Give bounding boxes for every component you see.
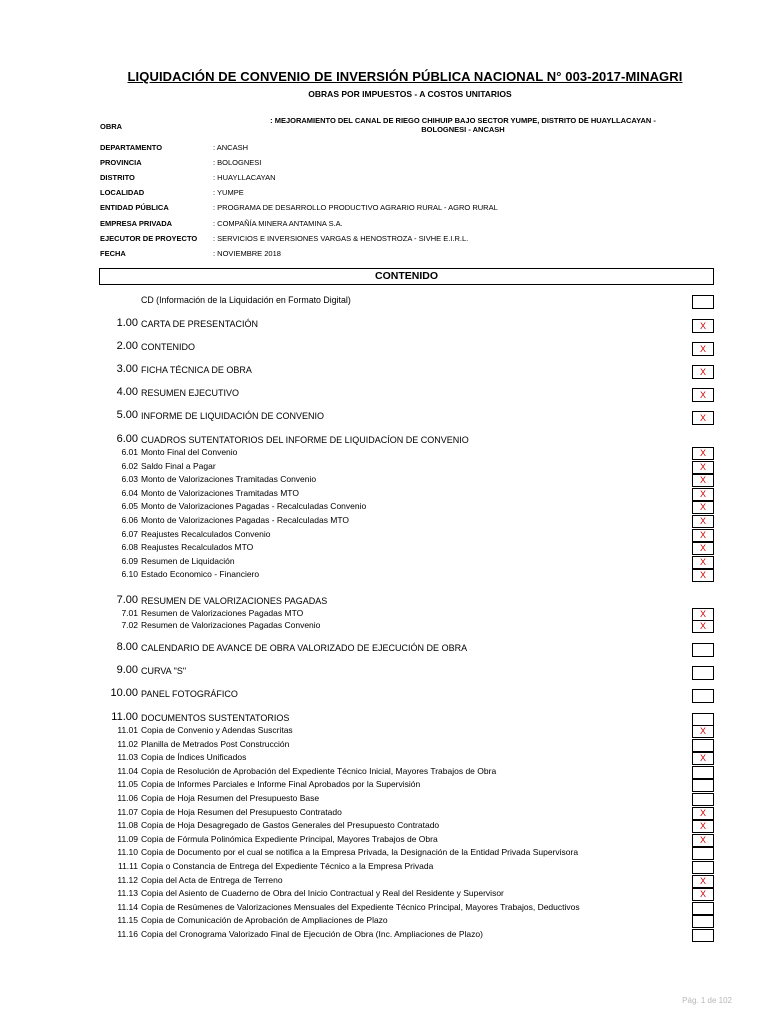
section-number: 10.00 xyxy=(110,687,138,699)
item-number: 11.13 xyxy=(117,888,138,898)
item-title: Copia de Resúmenes de Valorizaciones Mensuales del Expediente Técnico Principal, Mayores Trabajos, Deductivos xyxy=(141,902,580,912)
item-title: Monto de Valorizaciones Pagadas - Recalculadas MTO xyxy=(141,515,350,525)
section-number: 1.00 xyxy=(116,317,138,329)
item-checkbox[interactable] xyxy=(692,779,714,792)
item-number: 11.11 xyxy=(117,861,138,871)
item-title: Monto de Valorizaciones Tramitadas MTO xyxy=(141,488,299,498)
obra-label: OBRA xyxy=(100,122,123,131)
item-number: 11.09 xyxy=(117,834,138,844)
section-checkbox[interactable]: X xyxy=(692,342,714,356)
item-title: Copia de Informes Parciales e Informe Final Aprobados por la Supervisión xyxy=(141,779,421,789)
section-number: 7.00 xyxy=(116,594,138,606)
section-checkbox[interactable]: X xyxy=(692,319,714,333)
section-title: RESUMEN DE VALORIZACIONES PAGADAS xyxy=(141,596,328,606)
item-title: Copia de Resolución de Aprobación del Expediente Técnico Inicial, Mayores Trabajos de Obra xyxy=(141,766,497,776)
item-title: Planilla de Metrados Post Construcción xyxy=(141,739,290,749)
info-label: LOCALIDAD xyxy=(100,188,145,197)
item-title: Resumen de Valorizaciones Pagadas MTO xyxy=(141,608,304,618)
section-number: 8.00 xyxy=(116,641,138,653)
item-title: Resumen de Valorizaciones Pagadas Convenio xyxy=(141,620,321,630)
section-title: CALENDARIO DE AVANCE DE OBRA VALORIZADO DE EJECUCIÓN DE OBRA xyxy=(141,643,468,653)
item-checkbox[interactable]: X xyxy=(692,488,714,501)
item-title: Copia del Cronograma Valorizado Final de Ejecución de Obra (Inc. Ampliaciones de Plazo) xyxy=(141,929,483,939)
info-label: EMPRESA PRIVADA xyxy=(100,219,173,228)
item-number: 6.09 xyxy=(121,556,138,566)
section-checkbox[interactable] xyxy=(692,666,714,680)
item-title: Copia o Constancia de Entrega del Expediente Técnico a la Empresa Privada xyxy=(141,861,434,871)
item-number: 7.01 xyxy=(121,608,138,618)
info-label: DEPARTAMENTO xyxy=(100,143,163,152)
item-checkbox[interactable]: X xyxy=(692,608,714,621)
item-number: 11.10 xyxy=(117,847,138,857)
item-checkbox[interactable] xyxy=(692,793,714,806)
info-label: EJECUTOR DE PROYECTO xyxy=(100,234,198,243)
item-title: Reajustes Recalculados MTO xyxy=(141,542,254,552)
item-number: 11.07 xyxy=(117,807,138,817)
section-title: CURVA "S" xyxy=(141,666,187,676)
page-number: Pág. 1 de 102 xyxy=(682,996,732,1005)
info-label: PROVINCIA xyxy=(100,158,142,167)
item-number: 7.02 xyxy=(121,620,138,630)
info-value: : PROGRAMA DE DESARROLLO PRODUCTIVO AGRARIO RURAL - AGRO RURAL xyxy=(213,203,498,212)
item-number: 6.05 xyxy=(121,501,138,511)
item-title: Copia del Acta de Entrega de Terreno xyxy=(141,875,283,885)
document-subtitle: OBRAS POR IMPUESTOS - A COSTOS UNITARIOS xyxy=(308,89,512,99)
item-number: 11.06 xyxy=(117,793,138,803)
item-checkbox[interactable]: X xyxy=(692,529,714,542)
obra-value-line2: BOLOGNESI - ANCASH xyxy=(421,125,505,134)
item-number: 11.16 xyxy=(117,929,138,939)
item-checkbox[interactable]: X xyxy=(692,501,714,514)
section-title: PANEL FOTOGRÁFICO xyxy=(141,689,238,699)
item-title: Copia de Fórmula Polinómica Expediente Principal, Mayores Trabajos de Obra xyxy=(141,834,438,844)
item-title: Monto de Valorizaciones Tramitadas Convenio xyxy=(141,474,317,484)
item-number: 11.12 xyxy=(117,875,138,885)
info-value: : NOVIEMBRE 2018 xyxy=(213,249,281,258)
info-label: FECHA xyxy=(100,249,126,258)
item-title: Copia de Hoja Resumen del Presupuesto Contratado xyxy=(141,807,342,817)
obra-value xyxy=(232,116,694,134)
item-title: Copia de Comunicación de Aprobación de Ampliaciones de Plazo xyxy=(141,915,388,925)
item-title: Copia de Hoja Resumen del Presupuesto Base xyxy=(141,793,320,803)
info-value: : ANCASH xyxy=(213,143,249,152)
item-checkbox[interactable]: X xyxy=(692,542,714,555)
section-checkbox[interactable]: X xyxy=(692,388,714,402)
section-checkbox[interactable]: X xyxy=(692,411,714,425)
item-title: Copia de Documento por el cual se notifica a la Empresa Privada, la Designación de la Entidad Privada Supervisora xyxy=(141,847,579,857)
item-number: 6.07 xyxy=(121,529,138,539)
item-number: 11.14 xyxy=(117,902,138,912)
section-title: CARTA DE PRESENTACIÓN xyxy=(141,319,259,329)
section-checkbox[interactable] xyxy=(692,643,714,657)
item-title: Monto Final del Convenio xyxy=(141,447,238,457)
section-title: CONTENIDO xyxy=(141,342,195,352)
item-checkbox[interactable]: X xyxy=(692,474,714,487)
item-checkbox[interactable]: X xyxy=(692,834,714,847)
document-title: LIQUIDACIÓN DE CONVENIO DE INVERSIÓN PÚBLICA NACIONAL N° 003-2017-MINAGRI xyxy=(127,69,683,84)
item-title: Monto de Valorizaciones Pagadas - Recalculadas Convenio xyxy=(141,501,367,511)
section-number: 6.00 xyxy=(116,433,138,445)
item-number: 6.08 xyxy=(121,542,138,552)
item-number: 6.03 xyxy=(121,474,138,484)
item-checkbox[interactable]: X xyxy=(692,888,714,901)
section-number: 9.00 xyxy=(116,664,138,676)
item-number: 6.01 xyxy=(121,447,138,457)
item-checkbox[interactable]: X xyxy=(692,820,714,833)
section-title: RESUMEN EJECUTIVO xyxy=(141,388,240,398)
section-number: 11.00 xyxy=(111,711,138,723)
info-label: DISTRITO xyxy=(100,173,135,182)
cd-item-label: CD (Información de la Liquidación en Formato Digital) xyxy=(141,295,351,305)
info-value: : SERVICIOS E INVERSIONES VARGAS & HENOSTROZA - SIVHE E.I.R.L. xyxy=(213,234,469,243)
item-checkbox[interactable] xyxy=(692,929,714,942)
item-title: Copia del Asiento de Cuaderno de Obra del Inicio Contractual y Real del Residente y Supervisor xyxy=(141,888,504,898)
item-title: Copia de Convenio y Adendas Suscritas xyxy=(141,725,293,735)
cd-checkbox[interactable] xyxy=(692,295,714,309)
item-number: 11.01 xyxy=(117,725,138,735)
item-number: 11.15 xyxy=(117,915,138,925)
item-number: 6.10 xyxy=(121,569,138,579)
item-checkbox[interactable] xyxy=(692,739,714,752)
item-number: 11.02 xyxy=(117,739,138,749)
section-title: FICHA TÉCNICA DE OBRA xyxy=(141,365,252,375)
item-checkbox[interactable]: X xyxy=(692,725,714,738)
item-number: 11.04 xyxy=(117,766,138,776)
section-title: DOCUMENTOS SUSTENTATORIOS xyxy=(141,713,290,723)
section-number: 2.00 xyxy=(116,340,138,352)
item-checkbox[interactable] xyxy=(692,847,714,860)
contenido-heading: CONTENIDO xyxy=(99,268,714,285)
section-title: CUADROS SUTENTATORIOS DEL INFORME DE LIQUIDACÍON DE CONVENIO xyxy=(141,435,469,445)
info-value: : HUAYLLACAYAN xyxy=(213,173,276,182)
item-checkbox[interactable] xyxy=(692,902,714,915)
item-checkbox[interactable]: X xyxy=(692,515,714,528)
info-value: : YUMPE xyxy=(213,188,244,197)
info-value: : COMPAÑÍA MINERA ANTAMINA S.A. xyxy=(213,219,343,228)
obra-value-line1: : MEJORAMIENTO DEL CANAL DE RIEGO CHIHUIP BAJO SECTOR YUMPE, DISTRITO DE HUAYLLACAYAN - xyxy=(270,116,656,125)
section-checkbox[interactable]: X xyxy=(692,365,714,379)
item-title: Reajustes Recalculados Convenio xyxy=(141,529,271,539)
item-checkbox[interactable]: X xyxy=(692,807,714,820)
item-number: 6.04 xyxy=(121,488,138,498)
section-number: 3.00 xyxy=(116,363,138,375)
info-value: : BOLOGNESI xyxy=(213,158,262,167)
item-title: Saldo Final a Pagar xyxy=(141,461,216,471)
item-number: 11.08 xyxy=(117,820,138,830)
item-title: Copia de Hoja Desagregado de Gastos Generales del Presupuesto Contratado xyxy=(141,820,440,830)
item-number: 11.05 xyxy=(117,779,138,789)
item-title: Copia de Índices Unificados xyxy=(141,752,247,762)
section-title: INFORME DE LIQUIDACIÓN DE CONVENIO xyxy=(141,411,325,421)
item-checkbox[interactable]: X xyxy=(692,556,714,569)
section-checkbox[interactable] xyxy=(692,689,714,703)
item-checkbox[interactable]: X xyxy=(692,461,714,474)
item-number: 6.06 xyxy=(121,515,138,525)
item-number: 6.02 xyxy=(121,461,138,471)
section-number: 4.00 xyxy=(116,386,138,398)
item-title: Estado Economico - Financiero xyxy=(141,569,260,579)
item-title: Resumen de Liquidación xyxy=(141,556,235,566)
info-label: ENTIDAD PÚBLICA xyxy=(100,203,169,212)
item-checkbox[interactable] xyxy=(692,915,714,928)
item-checkbox[interactable]: X xyxy=(692,875,714,888)
item-checkbox[interactable]: X xyxy=(692,569,714,582)
section-number: 5.00 xyxy=(116,409,138,421)
item-checkbox[interactable]: X xyxy=(692,752,714,765)
item-checkbox[interactable] xyxy=(692,766,714,779)
item-checkbox[interactable] xyxy=(692,861,714,874)
item-number: 11.03 xyxy=(117,752,138,762)
item-checkbox[interactable]: X xyxy=(692,620,714,633)
item-checkbox[interactable]: X xyxy=(692,447,714,460)
